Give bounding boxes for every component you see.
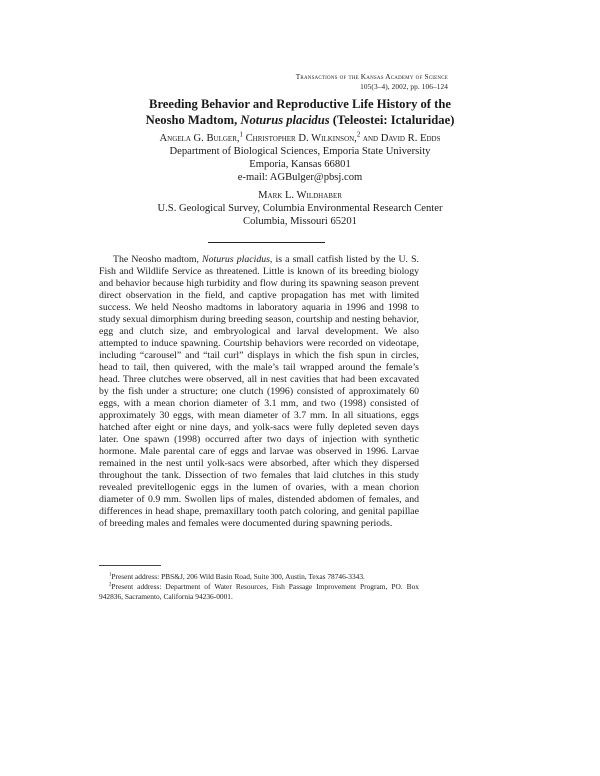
title-line-2 [80, 112, 520, 128]
footnote-2-mark: 2 [109, 582, 112, 588]
title-line-2-post: (Teleostei: Ictaluridae) [329, 113, 455, 127]
author-department: Department of Biological Sciences, Emporia State University [169, 146, 431, 157]
title-line-2-pre: Neosho Madtom, [145, 113, 241, 127]
footnote-1-text: Present address: PBS&J, 206 Wild Basin Road, Suite 300, Austin, Texas 78746-3343. [111, 572, 365, 581]
abstract-paragraph [99, 254, 419, 530]
footnote-2 [99, 582, 419, 602]
footnote-divider [99, 565, 161, 566]
author-4-organization: U.S. Geological Survey, Columbia Environmental Research Center [157, 203, 443, 214]
author-block-2 [80, 189, 520, 228]
article-title [80, 96, 520, 128]
abstract-text-body: is a small catfish listed by the U. S. Fish and Wildlife Service as threatened. Little is known of its breeding biology and behavior because high turbidity and flow during its spawning season prevent direct observation in the field, and captive propagation has met with limited success. We held Neosho madtoms in laboratory aquaria in 1996 and 1998 to study sexual dimorphism during breeding season, courtship and nesting behavior, egg and clutch size, and embryological and larval development. We also attempted to induce spawning. Courtship behaviors were recorded on videotape, including “carousel” and “tail curl” displays in which the fish spun in circles, head to tail, then quivered, with the male’s tail wrapped around the female’s head. Three clutches were observed, all in nest cavities that had been excavated by the fish under a structure; one clutch (1996) consisted of approximately 60 eggs, with a mean chorion diameter of 3.1 mm, and two (1998) consisted of approximately 30 eggs, with mean diameter of 3.7 mm. In all situations, eggs hatched after eight or nine days, and yolk-sacs were fully depleted seven days later. One spawn (1998) occurred after two days of injection with synthetic hormone. Male parental care of eggs and larvae was observed in 1996. Larvae remained in the nest until yolk-sacs were absorbed, after which they dispersed throughout the tank. Dissection of two females that laid clutches in this study revealed previtellogenic eggs in the lumen of ovaries, with a mean chorion diameter of 0.9 mm. Swollen lips of males, distended abdomen of females, and differences in head shape, premaxillary tooth patch coloring, and genital papillae of breeding males and females were documented during spawning periods. [99, 254, 419, 529]
author-city: Emporia, Kansas 66801 [249, 159, 351, 170]
author-1-footnote-mark: 1 [239, 131, 243, 139]
author-1: Angela G. Bulger, [159, 133, 240, 144]
author-names [80, 132, 520, 145]
title-line-1: Breeding Behavior and Reproductive Life History of the [149, 97, 451, 111]
journal-citation: 105(3–4), 2002, pp. 106–124 [360, 82, 448, 91]
author-2-footnote-mark: 2 [356, 131, 361, 139]
author-4-city: Columbia, Missouri 65201 [243, 216, 357, 227]
title-divider [208, 242, 325, 243]
footnote-2-text: Present address: Department of Water Resources, Fish Passage Improvement Program, PO. Box 942836, Sacramento, California 94236-0001. [99, 582, 419, 601]
abstract-species: Noturus placidus, [202, 254, 273, 265]
author-4: Mark L. Wildhaber [258, 190, 342, 201]
author-email: e-mail: AGBulger@pbsj.com [237, 172, 363, 183]
author-2: Christopher D. Wilkinson, [242, 133, 357, 144]
footnote-1-mark: 1 [109, 572, 112, 578]
author-block [80, 132, 520, 184]
abstract [99, 254, 419, 530]
title-species: Noturus placidus [240, 113, 330, 127]
abstract-text-start: The Neosho madtom, [113, 254, 203, 265]
footnotes [99, 572, 419, 602]
journal-header [296, 72, 448, 92]
author-3: and David R. Edds [360, 133, 441, 144]
footnote-1 [99, 572, 419, 582]
journal-name: Transactions of the Kansas Academy of Science [295, 72, 448, 81]
